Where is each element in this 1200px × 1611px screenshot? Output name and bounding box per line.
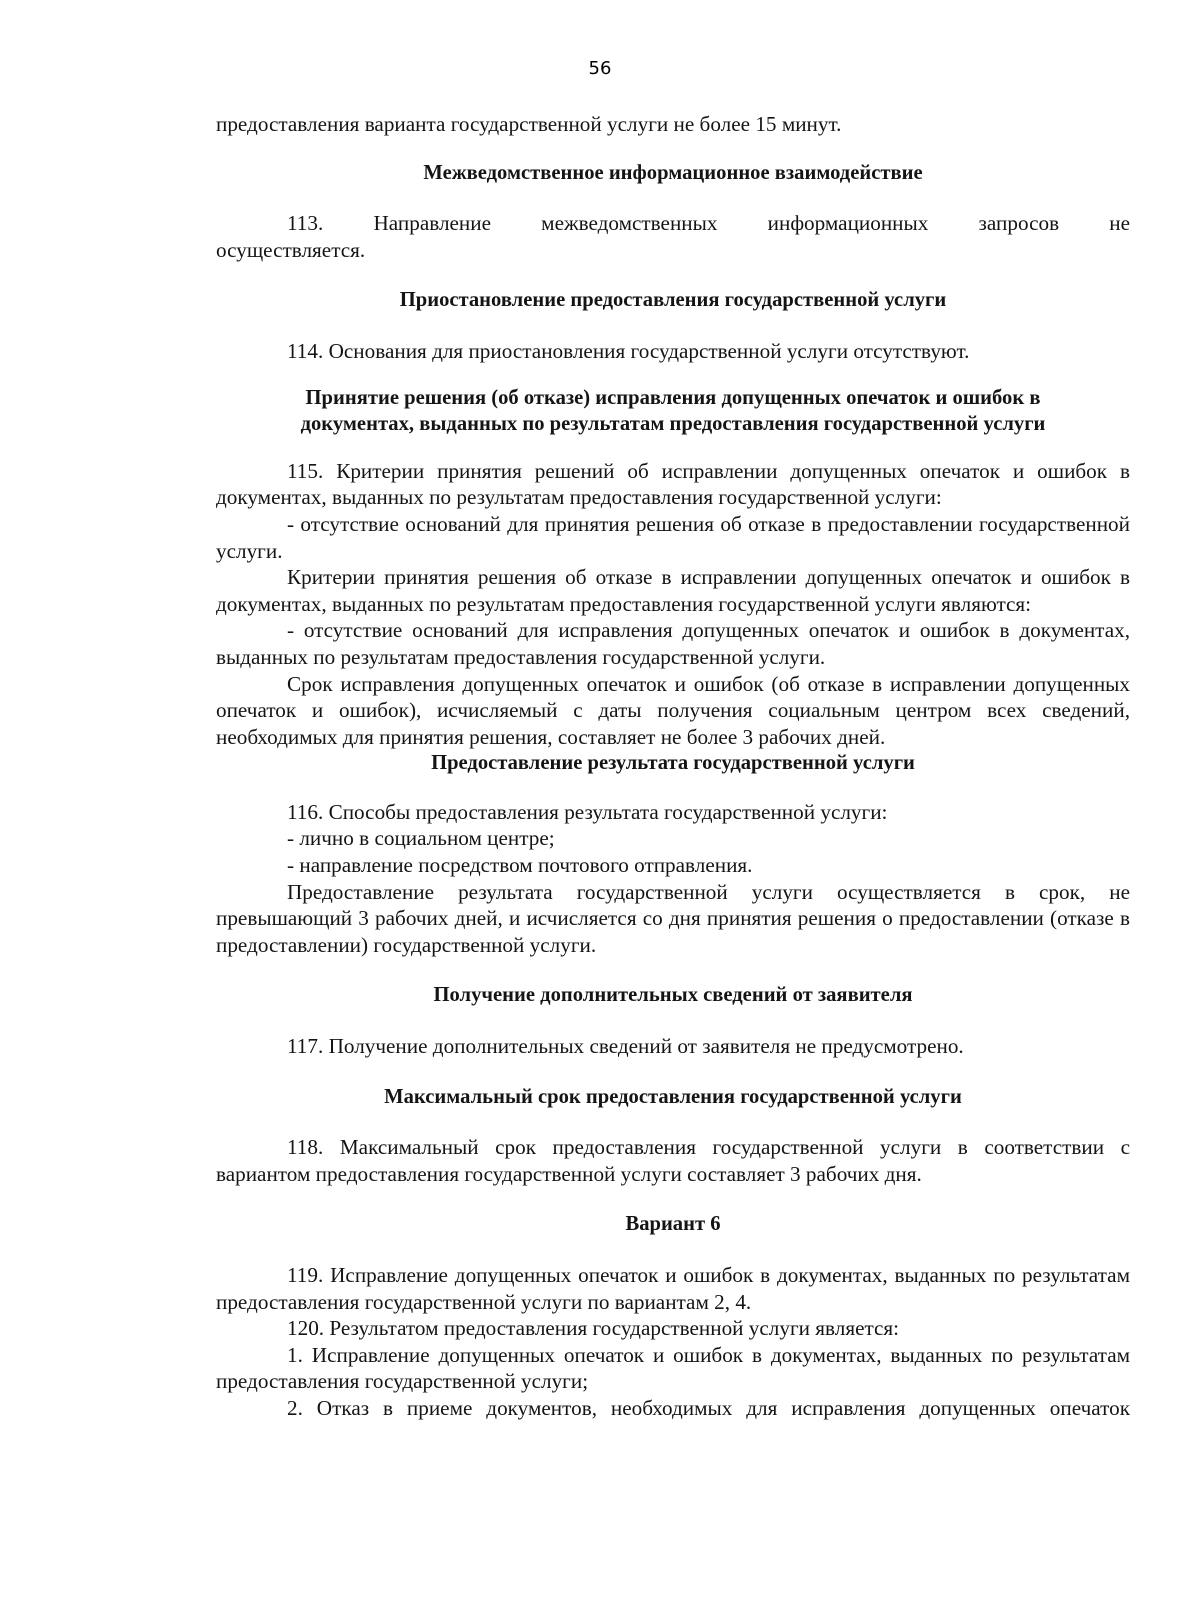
paragraph-116-b: - лично в социальном центре; (287, 826, 555, 851)
heading-decision-line1: Принятие решения (об отказе) исправления допущенных опечаток и ошибок в (305, 386, 1041, 409)
document-body (216, 111, 1130, 1422)
paragraph-113-line1: 113. Направление межведомственных информационных запросов не (287, 211, 1130, 236)
paragraph-115-b: - отсутствие оснований для принятия решения об отказе в предоставлении государственной услуги. (216, 511, 1130, 563)
paragraph-113 (216, 210, 1130, 263)
paragraph-114: 114. Основания для приостановления государственной услуги отсутствуют. (287, 338, 970, 363)
heading-result: Предоставление результата государственной услуги (431, 752, 915, 775)
heading-additional: Получение дополнительных сведений от заявителя (433, 984, 913, 1007)
paragraph-116-a: 116. Способы предоставления результата государственной услуги: (287, 799, 888, 824)
heading-maxterm: Максимальный срок предоставления государственной услуги (384, 1085, 962, 1108)
paragraph-116-d: Предоставление результата государственной услуги осуществляется в срок, не превышающий 3 рабочих дней, и исчисляется со дня принятия решения о предоставлении (отказе в предоставлении) государственной услуги. (216, 879, 1130, 957)
page-number: 56 (588, 58, 612, 79)
heading-decision (216, 385, 1130, 438)
heading-variant: Вариант 6 (625, 1213, 721, 1236)
heading-interagency: Межведомственное информационное взаимодействие (423, 161, 923, 184)
paragraph-113-line2: осуществляется. (216, 237, 366, 262)
paragraph-118: 118. Максимальный срок предоставления государственной услуги в соответствии с вариантом предоставления государственной услуги составляет 3 рабочих дня. (216, 1135, 1130, 1186)
paragraph-115-a: 115. Критерии принятия решений об исправлении допущенных опечаток и ошибок в документах, выданных по результатам предоставления государственной услуги: (216, 458, 1130, 510)
heading-suspension: Приостановление предоставления государственной услуги (399, 289, 947, 312)
paragraph-117: 117. Получение дополнительных сведений от заявителя не предусмотрено. (287, 1034, 964, 1059)
paragraph-115-d: - отсутствие оснований для исправления допущенных опечаток и ошибок в документах, выданных по результатам предоставления государственной услуги. (216, 618, 1130, 669)
paragraph-120-c: 2. Отказ в приеме документов, необходимых для исправления допущенных опечаток (287, 1395, 1130, 1420)
paragraph-116-c: - направление посредством почтового отправления. (287, 853, 753, 878)
paragraph-115-c: Критерии принятия решения об отказе в исправлении допущенных опечаток и ошибок в документах, выданных по результатам предоставления государственной услуги являются: (216, 565, 1130, 616)
paragraph-120-a: 120. Результатом предоставления государственной услуги является: (287, 1316, 900, 1341)
heading-decision-line2: документах, выданных по результатам предоставления государственной услуги (300, 413, 1046, 436)
paragraph-120-b: 1. Исправление допущенных опечаток и ошибок в документах, выданных по результатам предоставления государственной услуги; (216, 1342, 1130, 1394)
paragraph-115-e: Срок исправления допущенных опечаток и ошибок (об отказе в исправлении допущенных опечаток и ошибок), исчисляемый с даты получения социальным центром всех сведений, необходимых для принятия решения, составляет не более 3 рабочих дней. (216, 671, 1130, 749)
paragraph-119: 119. Исправление допущенных опечаток и ошибок в документах, выданных по результатам предоставления государственной услуги по вариантам 2, 4. (216, 1263, 1130, 1314)
paragraph-intro: предоставления варианта государственной услуги не более 15 минут. (216, 112, 842, 136)
